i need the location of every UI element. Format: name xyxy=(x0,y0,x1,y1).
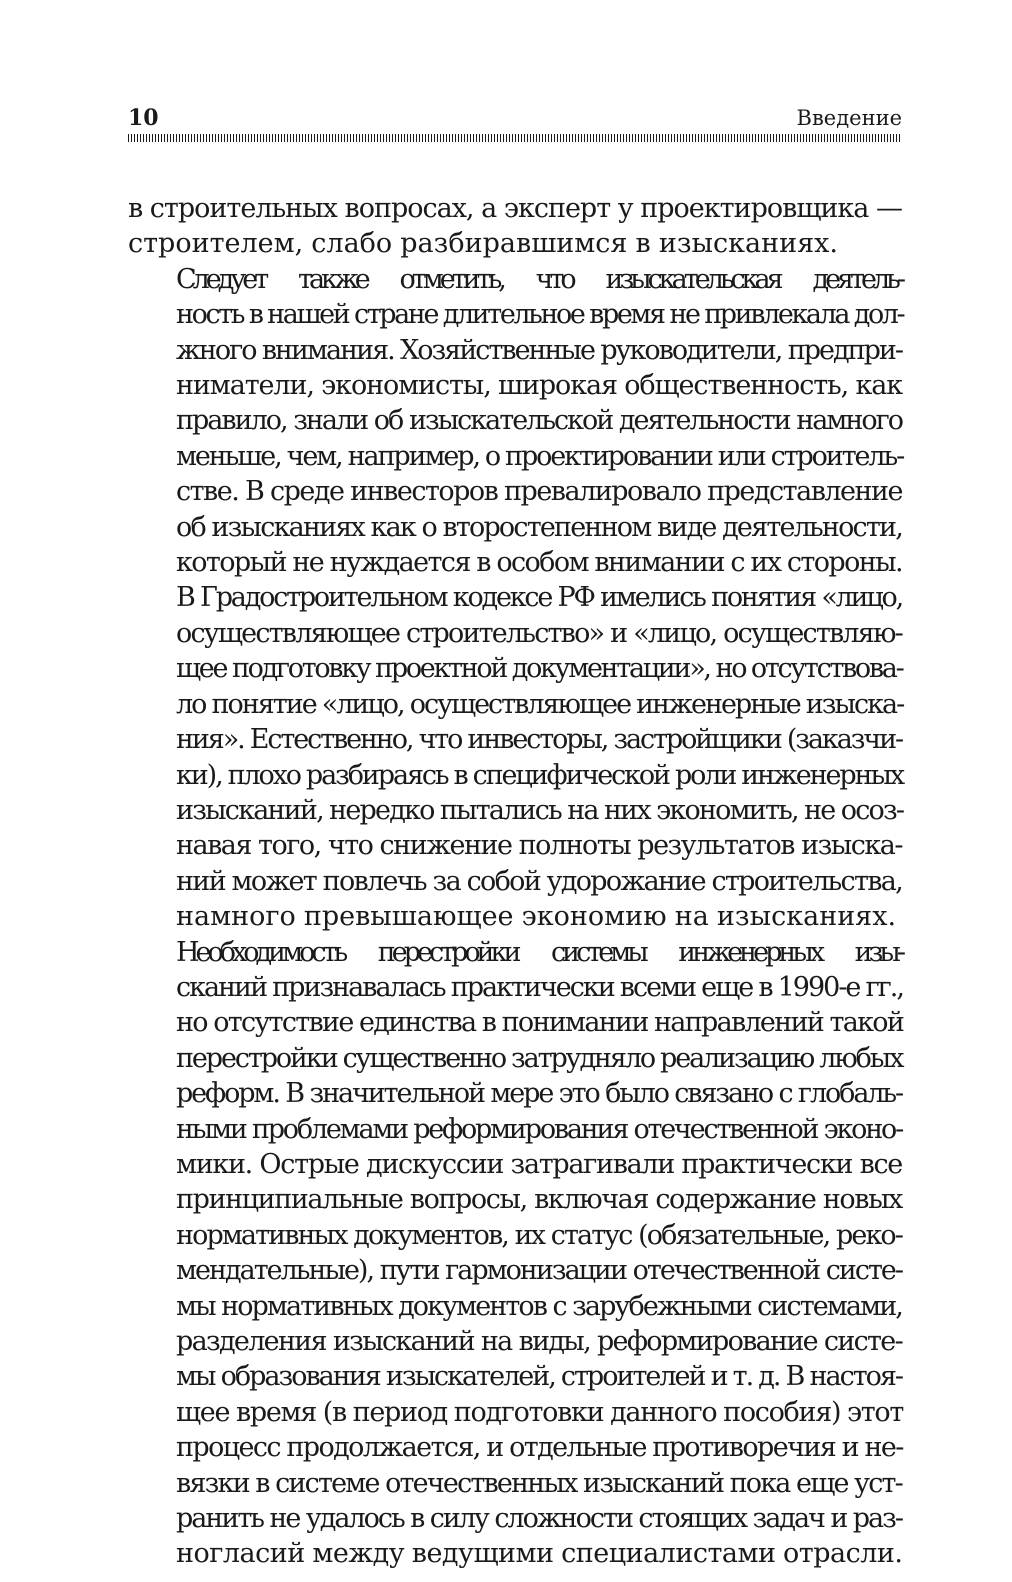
text-line: навая того, что снижение полноты результатов изыска- xyxy=(176,830,902,862)
text-line: принципиальные вопросы, включая содержание новых xyxy=(176,1184,902,1216)
text-line: мы образования изыскателей, строителей и т. д. В настоя- xyxy=(176,1361,903,1393)
text-line: строителем, слабо разбиравшимся в изысканиях. xyxy=(128,228,838,260)
text-line: ность в нашей стране длительное время не привлекала дол- xyxy=(176,299,904,331)
text-line: стве. В среде инвесторов превалировало представление xyxy=(176,476,902,508)
text-line: изысканий, нередко пытались на них экономить, не осоз- xyxy=(176,794,904,826)
text-line: ки), плохо разбираясь в специфической роли инженерных xyxy=(176,759,903,791)
text-line: ния». Естественно, что инвесторы, застройщики (заказчи- xyxy=(176,724,902,756)
text-line: меньше, чем, например, о проектировании или строитель- xyxy=(176,440,904,472)
text-line: щее подготовку проектной документации», но отсутствова- xyxy=(176,653,903,685)
text-line: который не нуждается в особом внимании с их стороны. xyxy=(176,547,902,579)
text-line: процесс продолжается, и отдельные противоречия и не- xyxy=(176,1432,903,1464)
text-line: Следует также отметить, что изыскательская деятель- xyxy=(176,263,902,295)
text-line: мендательные), пути гармонизации отечественной систе- xyxy=(176,1255,902,1287)
text-line: ний может повлечь за собой удорожание строительства, xyxy=(176,865,902,897)
text-line: сканий признавалась практически всеми еще в 1990-е гг., xyxy=(176,971,903,1003)
paragraph xyxy=(128,191,902,262)
page-number: 10 xyxy=(128,105,159,131)
text-line: В Градостроительном кодексе РФ имелись понятия «лицо, xyxy=(176,582,902,614)
text-line: перестройки существенно затрудняло реализацию любых xyxy=(176,1042,903,1074)
text-line: осуществляющее строительство» и «лицо, осуществляю- xyxy=(176,617,902,649)
paragraph xyxy=(128,262,902,935)
text-line: вязки в системе отечественных изысканий пока еще уст- xyxy=(176,1467,902,1499)
text-line: мики. Острые дискуссии затрагивали практически все xyxy=(176,1148,902,1180)
text-line: ранить не удалось в силу сложности стоящих задач и раз- xyxy=(176,1503,902,1535)
book-page xyxy=(128,100,902,1572)
paragraph xyxy=(128,935,902,1572)
text-line: но отсутствие единства в понимании направлений такой xyxy=(176,1007,904,1039)
text-line: ниматели, экономисты, широкая общественность, как xyxy=(176,370,902,402)
text-line: правило, знали об изыскательской деятельности намного xyxy=(176,405,902,437)
header-rule xyxy=(128,134,902,142)
text-line: жного внимания. Хозяйственные руководители, предпри- xyxy=(176,334,902,366)
text-line: об изысканиях как о второстепенном виде деятельности, xyxy=(176,511,902,543)
body-text xyxy=(128,191,902,1572)
running-head xyxy=(128,100,902,130)
text-line: ногласий между ведущими специалистами отрасли. xyxy=(176,1538,903,1570)
text-line: ло понятие «лицо, осуществляющее инженерные изыска- xyxy=(176,688,904,720)
text-line: Необходимость перестройки системы инженерных изы- xyxy=(176,936,902,968)
text-line: ными проблемами реформирования отечественной эконо- xyxy=(176,1113,902,1145)
text-line: разделения изысканий на виды, реформирование систе- xyxy=(176,1326,902,1357)
text-line: щее время (в период подготовки данного пособия) этот xyxy=(176,1396,904,1428)
text-line: реформ. В значительной мере это было связано с глобаль- xyxy=(176,1078,902,1110)
text-line: намного превышающее экономию на изысканиях. xyxy=(176,901,897,933)
text-line: мы нормативных документов с зарубежными системами, xyxy=(176,1290,902,1322)
text-line: в строительных вопросах, а эксперт у проектировщика — xyxy=(128,193,902,224)
text-line: нормативных документов, их статус (обязательные, реко- xyxy=(176,1219,902,1251)
section-title: Введение xyxy=(796,106,902,130)
